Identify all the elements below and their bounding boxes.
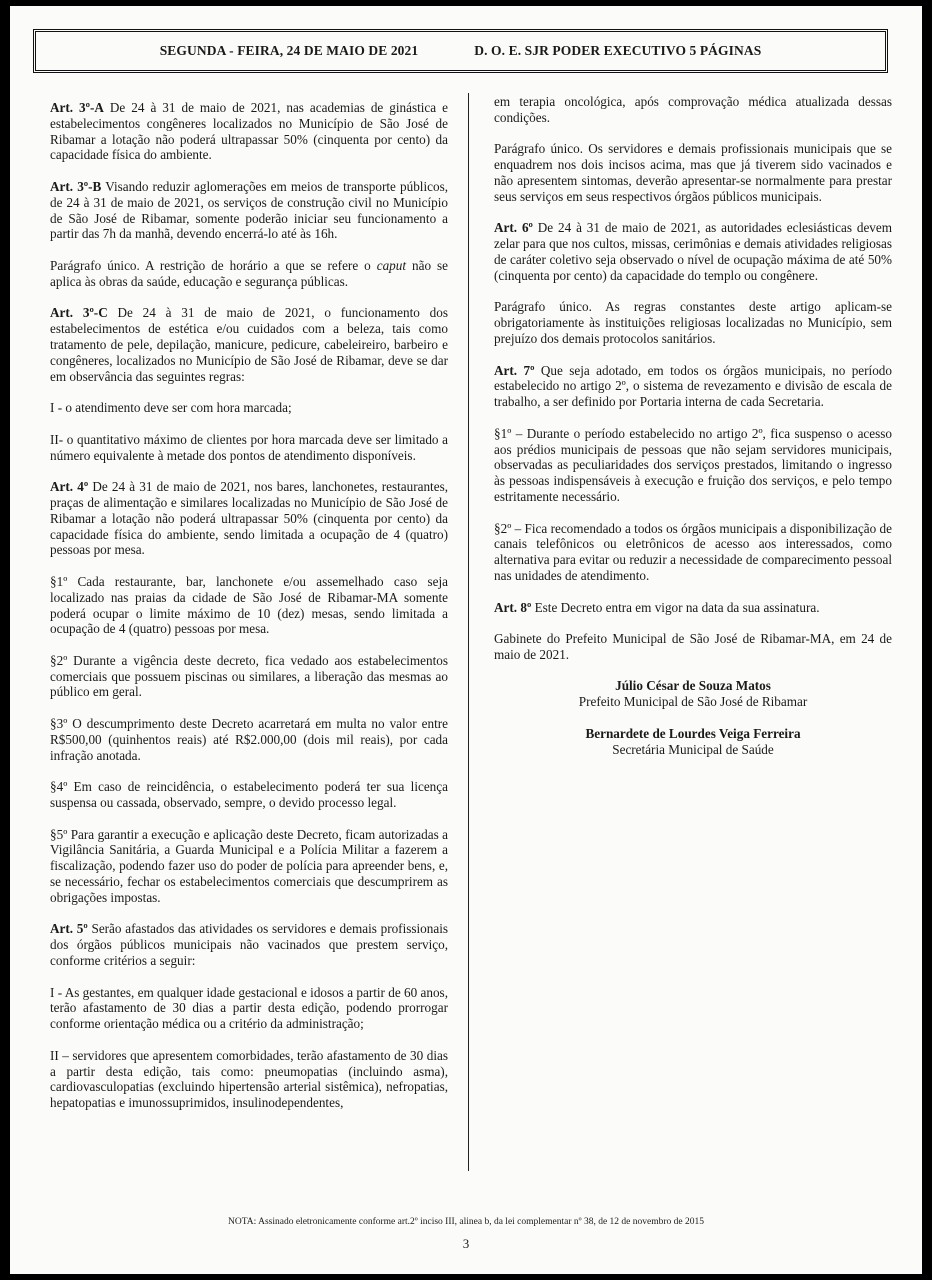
right-column [494, 94, 892, 773]
paragrafo-unico-5: Parágrafo único. Os servidores e demais profissionais municipais que se enquadrem nos dois incisos acima, mas que já tiverem sido vacinados e não apresentem sintomas, deverão apresentar-se normalmente para prestar seus serviços em seus respectivos órgãos públicos municipais. [494, 141, 892, 204]
article-6: Art. 6º De 24 à 31 de maio de 2021, as autoridades eclesiásticas devem zelar para que nos cultos, missas, cerimônias e demais atividades religiosas de caráter coletivo seja observado o nível de ocupação máxima de até 50% (cinquenta por cento) da capacidade do templo ou congênere. [494, 220, 892, 283]
gabinete-line: Gabinete do Prefeito Municipal de São José de Ribamar-MA, em 24 de maio de 2021. [494, 631, 892, 662]
footer-note: NOTA: Assinado eletronicamente conforme art.2º inciso III, alinea b, da lei complementar nº 38, de 12 de novembro de 2015 [227, 1217, 705, 1227]
header-date: SEGUNDA - FEIRA, 24 DE MAIO DE 2021 [159, 43, 419, 58]
article-5: Art. 5º Serão afastados das atividades os servidores e demais profissionais dos órgãos públicos municipais não vacinados que prestem serviço, conforme critérios a seguir: [50, 921, 448, 969]
paragraph-4: §4º Em caso de reincidência, o estabelecimento poderá ter sua licença suspensa ou cassada, observado, sempre, o devido processo legal. [50, 779, 448, 811]
item-ii: II- o quantitativo máximo de clientes por hora marcada deve ser limitado a número equivalente à metade dos pontos de atendimento disponíveis. [50, 431, 448, 463]
article-5-item-ii: II – servidores que apresentem comorbidades, terão afastamento de 30 dias a partir desta edição, tais como: pneumopatias (incluindo asma), cardiovasculopatias (excluindo hipertensão arterial sistêmica), nefropatias, hepatopatias e imunossuprimidos, insulinodependentes, [50, 1047, 448, 1111]
signer-role: Secretária Municipal de Saúde [612, 741, 774, 757]
article-7-paragraph-1: §1º – Durante o período estabelecido no artigo 2º, fica suspenso o acesso aos prédios municipais de pessoas que não sejam servidores municipais, observadas as peculiaridades dos serviços prestados, limitando o ingresso às pessoas indispensáveis à execução e fruição dos serviços, e pelo tempo estritamente necessário. [494, 425, 892, 504]
paragrafo-unico-3b: Parágrafo único. A restrição de horário a que se refere o caput não se aplica às obras da saúde, educação e segurança públicas. [50, 257, 448, 289]
gazette-header [33, 29, 888, 73]
continuation: em terapia oncológica, após comprovação médica atualizada dessas condições. [494, 94, 892, 125]
paragraph-5: §5º Para garantir a execução e aplicação deste Decreto, ficam autorizadas a Vigilância Sanitária, a Guarda Municipal e a Polícia Militar a fazerem a fiscalização, podendo fazer uso do poder de polícia para apreender bens, e, se necessário, fechar os estabelecimentos comerciais que descumprirem as obrigações impostas. [50, 826, 448, 905]
article-3b: Art. 3º-B Visando reduzir aglomerações em meios de transporte públicos, de 24 à 31 de maio de 2021, os serviços de construção civil no Município de São José de Ribamar, somente poderão iniciar seu funcionamento a partir das 7h da manhã, devendo encerrá-lo até às 16h. [50, 178, 448, 242]
article-7-paragraph-2: §2º – Fica recomendado a todos os órgãos municipais a disponibilização de canais telefônicos ou eletrônicos de acesso aos interessados, como alternativa para evitar ou reduzir a necessidade de comparecimento pessoal nas unidades de atendimento. [494, 520, 892, 583]
paragraph-3: §3º O descumprimento deste Decreto acarretará em multa no valor entre R$500,00 (quinhentos reais) até R$2.000,00 (dois mil reais), por cada infração anotada. [50, 716, 448, 763]
article-7: Art. 7º Que seja adotado, em todos os órgãos municipais, no período estabelecido no artigo 2º, o sistema de revezamento e divisão de escala de trabalho, a ser definido por Portaria interna de cada Secretaria. [494, 362, 892, 410]
article-3a: Art. 3º-A De 24 à 31 de maio de 2021, nas academias de ginástica e estabelecimentos congêneres localizados no Município de São José de Ribamar a lotação não poderá ultrapassar 50% (cinquenta por cento) da capacidade física do ambiente. [50, 100, 448, 163]
signer-name: Bernardete de Lourdes Veiga Ferreira [585, 725, 801, 741]
signer-name: Júlio César de Souza Matos [615, 678, 771, 694]
paragraph-2: §2º Durante a vigência deste decreto, fica vedado aos estabelecimentos comerciais que possuem piscinas ou similares, a liberação das mesmas ao público em geral. [50, 652, 448, 700]
column-divider [468, 93, 469, 1171]
header-publication: D. O. E. SJR PODER EXECUTIVO 5 PÁGINAS [474, 43, 762, 58]
signer-role: Prefeito Municipal de São José de Ribamar [578, 694, 808, 710]
item-i: I - o atendimento deve ser com hora marcada; [50, 400, 292, 416]
page-number: 3 [462, 1236, 470, 1251]
signature-secretaria [494, 726, 892, 758]
article-4: Art. 4º De 24 à 31 de maio de 2021, nos bares, lanchonetes, restaurantes, praças de alimentação e similares localizadas no Município de São José de Ribamar a lotação não poderá ultrapassar 50% (cinquenta por cento) da capacidade física do ambiente, sendo limitada a ocupação de 4 (quatro) pessoas por mesa. [50, 479, 449, 558]
article-5-item-i: I - As gestantes, em qualquer idade gestacional e idosos a partir de 60 anos, terão afastamento de 30 dias a partir desta edição, podendo prorrogar conforme orientação médica ou a critério da administração; [50, 984, 448, 1032]
signature-prefeito [494, 678, 892, 710]
paragraph-1: §1º Cada restaurante, bar, lanchonete e/ou assemelhado caso seja localizado nas praias da cidade de São José de Ribamar-MA somente poderá ocupar o limite máximo de 10 (dez) mesas, sendo limitada a ocupação de 4 (quatro) pessoas por mesa. [50, 573, 448, 637]
left-column [50, 100, 448, 1127]
article-8: Art. 8º Este Decreto entra em vigor na data da sua assinatura. [494, 599, 820, 615]
paragrafo-unico-6: Parágrafo único. As regras constantes deste artigo aplicam-se obrigatoriamente às instituições religiosas localizadas no Município, sem prejuízo dos demais protocolos sanitários. [494, 299, 892, 346]
article-3c: Art. 3º-C De 24 à 31 de maio de 2021, o funcionamento dos estabelecimentos de estética e/ou cuidados com a beleza, tais como tratamento de pele, depilação, manicure, pedicure, cabeleireiro, barbeiro e congêneres, localizados no Município de São José de Ribamar, deve se dar em observância das seguintes regras: [50, 305, 448, 384]
